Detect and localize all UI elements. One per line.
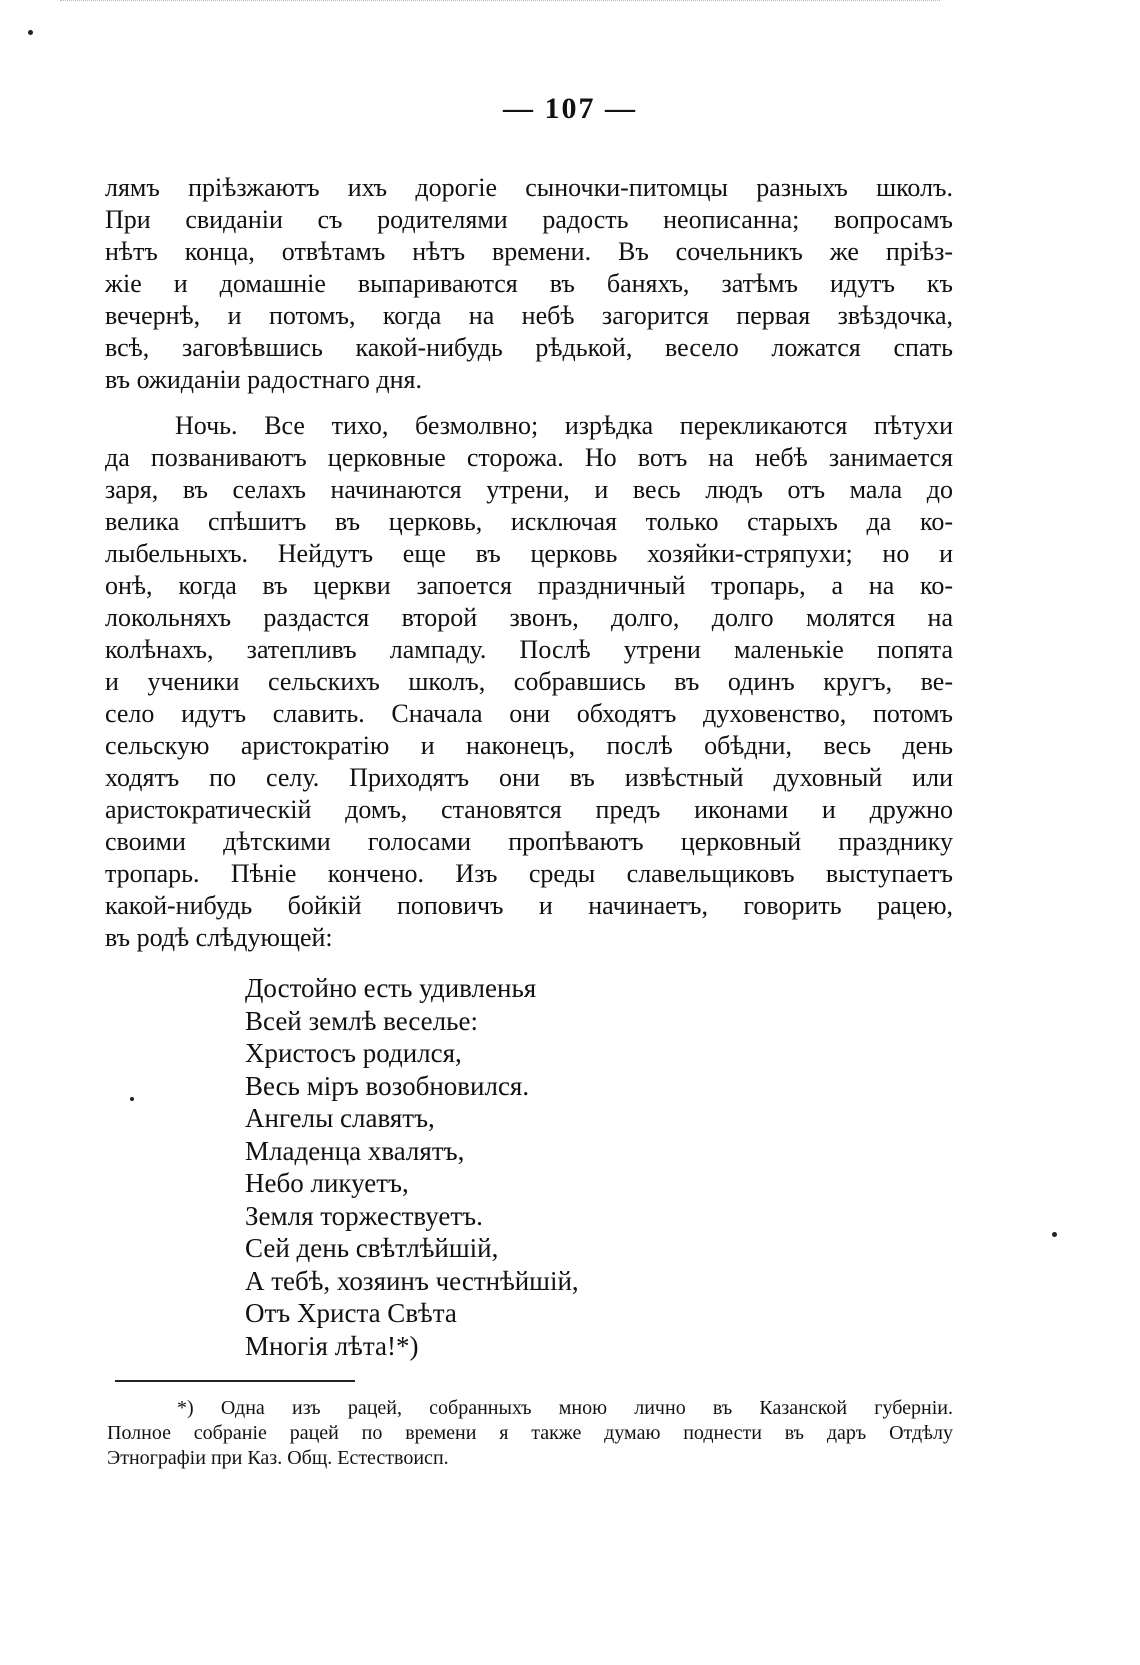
footnote xyxy=(107,1396,953,1471)
poem-line: Христосъ родился, xyxy=(245,1038,462,1068)
footnote-line: Этнографіи при Каз. Общ. Естествоисп. xyxy=(107,1447,449,1469)
poem-line: Земля торжествуетъ. xyxy=(245,1200,483,1231)
text-line: колѣнахъ, затепливъ лампаду. Послѣ утрени маленькіе попята xyxy=(105,635,953,664)
text-line: село идутъ славить. Сначала они обходятъ духовенство, потомъ xyxy=(105,699,953,728)
text-line: въ родѣ слѣдующей: xyxy=(105,923,333,952)
text-line: въ ожиданіи радостнаго дня. xyxy=(105,365,423,394)
text-line: сельскую аристократію и наконецъ, послѣ обѣдни, весь день xyxy=(105,731,953,760)
text-line: велика спѣшитъ въ церковь, исключая только старыхъ да ко- xyxy=(105,507,953,536)
paragraph-2 xyxy=(105,410,953,954)
footnote-divider xyxy=(115,1380,355,1382)
poem-line: Достойно есть удивленья xyxy=(245,973,537,1003)
paragraph-1 xyxy=(105,172,953,396)
text-line: ходятъ по селу. Приходятъ они въ извѣстный духовный или xyxy=(105,763,953,792)
page-number: — 107 — xyxy=(503,92,637,125)
poem-line: Сей день свѣтлѣйшій, xyxy=(245,1233,499,1263)
text-line: заря, въ селахъ начинаются утрени, и весь людъ отъ мала до xyxy=(105,475,953,504)
poem-line: Отъ Христа Свѣта xyxy=(245,1298,457,1328)
footnote-line: *) Одна изъ рацей, собранныхъ мною лично въ Казанской губерніи. xyxy=(177,1397,953,1419)
text-line: нѣтъ конца, отвѣтамъ нѣтъ времени. Въ сочельникъ же пріѣз- xyxy=(105,237,953,266)
page-top-edge xyxy=(60,0,940,1)
poem-line: Многія лѣта!*) xyxy=(245,1330,419,1361)
footnote-line: Полное собраніе рацей по времени я также думаю поднести въ даръ Отдѣлу xyxy=(107,1422,953,1444)
text-line: всѣ, заговѣвшись какой-нибудь рѣдькой, весело ложатся спать xyxy=(105,333,953,362)
ink-speck xyxy=(1052,1232,1057,1237)
text-line: аристократическій домъ, становятся предъ иконами и дружно xyxy=(105,795,953,824)
text-line: онѣ, когда въ церкви запоется праздничный тропарь, а на ко- xyxy=(105,571,953,600)
text-line: и ученики сельскихъ школъ, собравшись въ одинъ кругъ, ве- xyxy=(105,667,953,696)
text-line: лямъ пріѣзжаютъ ихъ дорогіе сыночки-питомцы разныхъ школъ. xyxy=(105,173,953,202)
poem-line: Ангелы славятъ, xyxy=(245,1103,435,1133)
text-line: При свиданіи съ родителями радость неописанна; вопросамъ xyxy=(105,205,953,234)
poem-line: А тебѣ, хозяинъ честнѣйшій, xyxy=(245,1265,579,1296)
poem xyxy=(245,972,579,1362)
text-line: своими дѣтскими голосами пропѣваютъ церковный празднику xyxy=(105,827,953,856)
poem-line: Весь міръ возобновился. xyxy=(245,1070,530,1101)
ink-speck xyxy=(28,30,33,35)
poem-line: Младенца хвалятъ, xyxy=(245,1135,465,1166)
poem-line: Всей землѣ веселье: xyxy=(245,1005,478,1036)
text-line: Ночь. Все тихо, безмолвно; изрѣдка перекликаются пѣтухи xyxy=(175,411,953,440)
text-line: жіе и домашніе выпариваются въ баняхъ, затѣмъ идутъ къ xyxy=(105,269,953,298)
text-line: локольняхъ раздастся второй звонъ, долго, долго молятся на xyxy=(105,603,953,632)
text-line: лыбельныхъ. Нейдутъ еще въ церковь хозяйки-стряпухи; но и xyxy=(105,539,953,568)
text-line: тропарь. Пѣніе кончено. Изъ среды славельщиковъ выступаетъ xyxy=(105,859,953,888)
text-line: какой-нибудь бойкій поповичъ и начинаетъ, говорить рацею, xyxy=(105,891,953,920)
ink-speck xyxy=(130,1097,134,1101)
text-line: вечернѣ, и потомъ, когда на небѣ загорится первая звѣздочка, xyxy=(105,301,953,330)
poem-line: Небо ликуетъ, xyxy=(245,1168,409,1198)
text-line: да позваниваютъ церковные сторожа. Но вотъ на небѣ занимается xyxy=(105,443,953,472)
